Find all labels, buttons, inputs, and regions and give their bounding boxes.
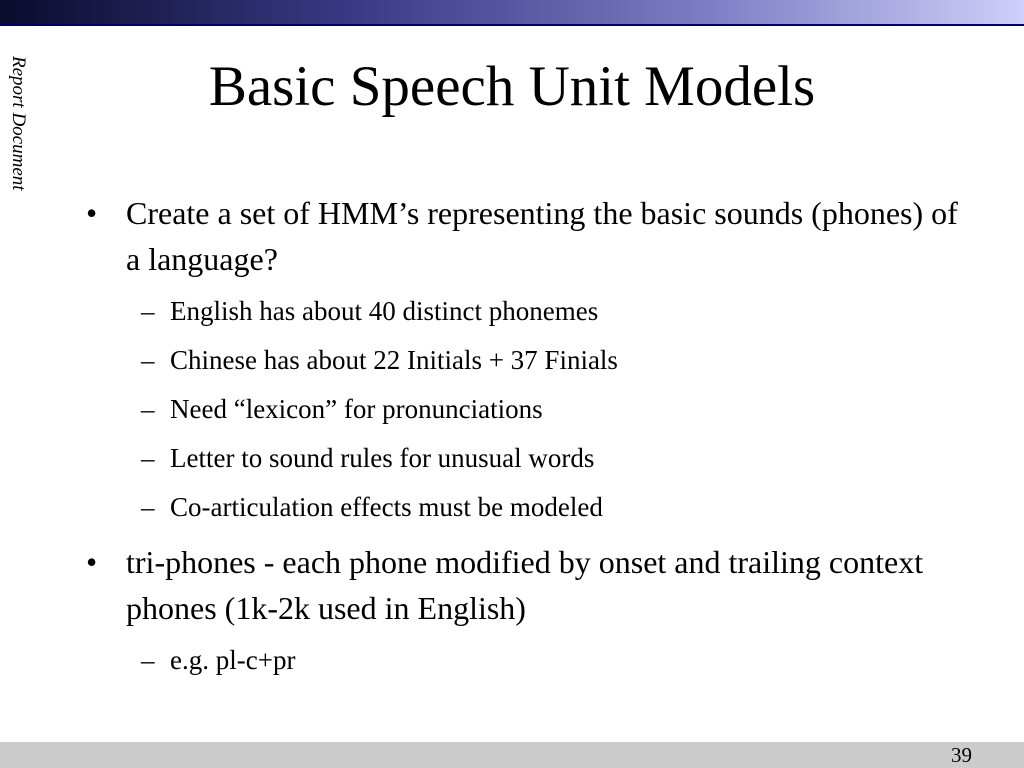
sub-bullet-item <box>86 490 966 524</box>
dash-icon: – <box>141 492 155 522</box>
sub-bullet-text: English has about 40 distinct phonemes <box>170 296 599 326</box>
sub-bullet-item <box>86 343 966 377</box>
bullet-dot-icon: • <box>86 544 98 580</box>
sub-bullet-list <box>86 288 966 524</box>
page-number: 39 <box>951 743 972 767</box>
sub-bullet-text: Letter to sound rules for unusual words <box>170 443 595 473</box>
dash-icon: – <box>141 645 155 675</box>
top-gradient-bar <box>0 0 1024 24</box>
sub-bullet-text: Co-articulation effects must be modeled <box>170 492 603 522</box>
sub-bullet-text: Need “lexicon” for pronunciations <box>170 394 543 424</box>
sub-bullet-item <box>86 441 966 475</box>
sub-bullet-text: Chinese has about 22 Initials + 37 Finials <box>170 345 618 375</box>
bottom-footer-bar <box>0 742 1024 768</box>
sub-bullet-item <box>86 392 966 426</box>
slide-body <box>86 190 966 692</box>
bullet-item <box>86 539 966 631</box>
sub-bullet-item <box>86 294 966 328</box>
dash-icon: – <box>141 296 155 326</box>
top-bar-rule <box>0 24 1024 26</box>
sub-bullet-text: e.g. pl-c+pr <box>170 645 296 675</box>
bullet-dot-icon: • <box>86 195 98 231</box>
bullet-item <box>86 190 966 282</box>
bullet-text: Create a set of HMM’s representing the basic sounds (phones) of a language? <box>126 195 958 277</box>
dash-icon: – <box>141 394 155 424</box>
bullet-text: tri-phones - each phone modified by onset and trailing context phones (1k-2k used in English) <box>126 544 924 626</box>
side-document-label: Report Document <box>8 56 29 191</box>
dash-icon: – <box>141 345 155 375</box>
sub-bullet-item <box>86 643 966 677</box>
dash-icon: – <box>141 443 155 473</box>
slide-title: Basic Speech Unit Models <box>208 55 816 118</box>
sub-bullet-list <box>86 637 966 677</box>
